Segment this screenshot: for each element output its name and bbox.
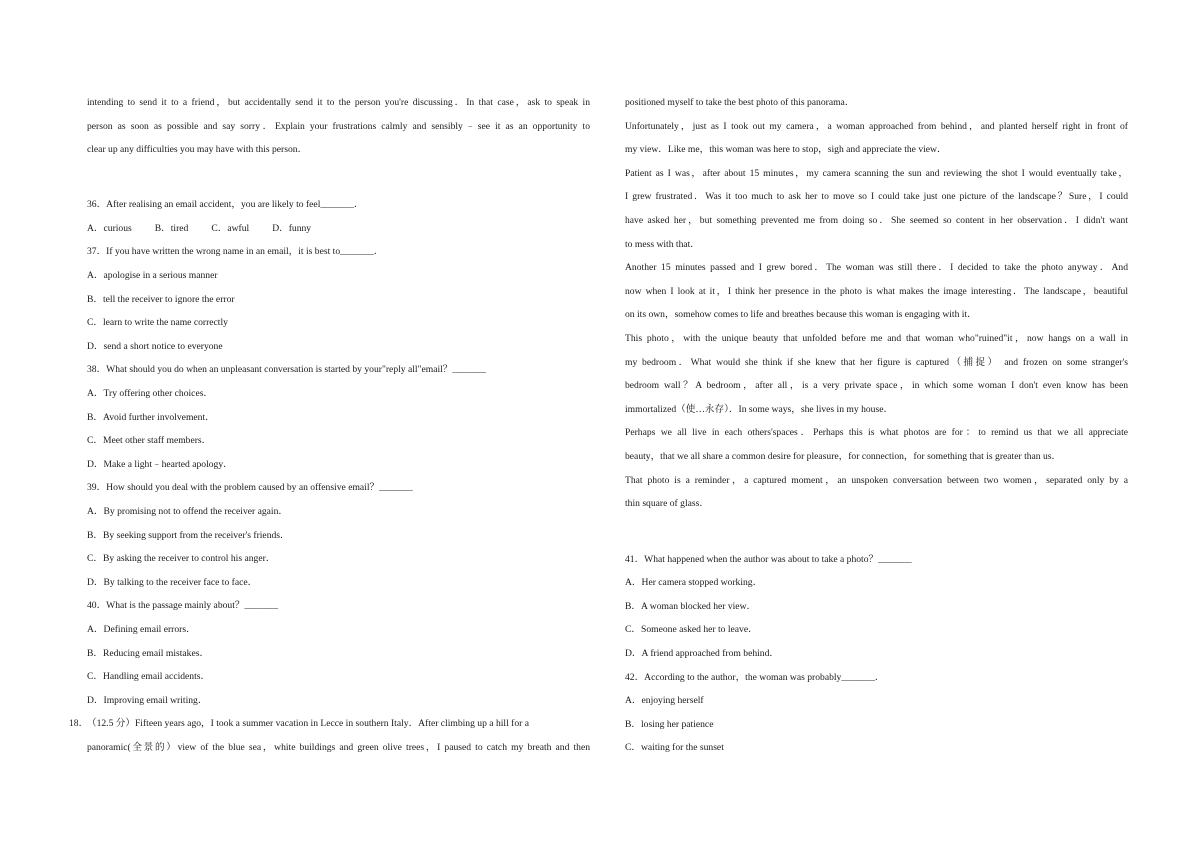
question-18-text: （12.5 分）Fifteen years ago，I took a summer vacation in Lecce in southern Italy．After climbing up a hill for a xyxy=(87,718,529,730)
option: D．Improving email writing． xyxy=(87,694,208,706)
option: D．Make a light﹣hearted apology． xyxy=(87,458,233,470)
option: A．curious xyxy=(87,222,132,234)
option: A．enjoying herself xyxy=(625,695,704,707)
option: A．By promising not to offend the receiver again． xyxy=(87,506,288,517)
option: C．learn to write the name correctly xyxy=(87,317,228,329)
question-41: 41．What happened when the author was about to take a photo？_______ xyxy=(625,553,912,565)
passage-line: Patient as I was，after about 15 minutes，my camera scanning the sun and reviewing the shot I would eventually take， xyxy=(625,167,1128,179)
option: A．Try offering other choices． xyxy=(87,388,214,400)
passage-line: Unfortunately，just as I took out my camera，a woman approached from behind，and planted herself right in front of xyxy=(625,120,1128,132)
option: D．send a short notice to everyone xyxy=(87,340,223,352)
passage-line: panoramic(全景的）view of the blue sea，white buildings and green olive trees，I paused to catch my breath and then xyxy=(87,741,590,753)
question-42: 42．According to the author，the woman was probably_______． xyxy=(625,671,885,683)
option: C．By asking the receiver to control his anger． xyxy=(87,553,276,565)
passage-line: immortalized（使…永存）．In some ways，she lives in my house． xyxy=(625,403,894,415)
passage-line: now when I look at it，I think her presence in the photo is what makes the image interesting．The landscape，beautiful xyxy=(625,285,1128,297)
question-38: 38．What should you do when an unpleasant conversation is started by your"reply all"email？_______ xyxy=(87,364,486,376)
option: B．By seeking support from the receiver's friends． xyxy=(87,529,290,541)
passage-line: thin square of glass． xyxy=(625,498,709,510)
passage-line: clear up any difficulties you may have with this person． xyxy=(87,144,308,156)
option: A．apologise in a serious manner xyxy=(87,270,218,282)
option: D．By talking to the receiver face to face． xyxy=(87,576,258,588)
option: B．tired xyxy=(154,222,189,234)
option: D．A friend approached from behind． xyxy=(625,648,779,660)
passage-line: my bedroom．What would she think if she knew that her figure is captured（捕捉） and frozen on some stranger's xyxy=(625,356,1128,368)
question-36: 36．After realising an email accident，you are likely to feel_______． xyxy=(87,199,364,211)
option: C．Someone asked her to leave． xyxy=(625,624,758,636)
question-39: 39．How should you deal with the problem caused by an offensive email？_______ xyxy=(87,482,413,494)
question-36-options xyxy=(87,217,590,241)
right-column xyxy=(625,91,1128,760)
option: C．Meet other staff members． xyxy=(87,435,212,447)
option: A．Defining email errors． xyxy=(87,623,196,635)
passage-line: beauty，that we all share a common desire for pleasure，for connection，for something that is greater than us． xyxy=(625,450,1062,462)
question-number: 18． xyxy=(69,718,89,730)
passage-line: I grew frustrated．Was it too much to ask her to move so I could take just one picture of the landscape？Sure，I could xyxy=(625,191,1128,203)
passage-line: This photo，with the unique beauty that unfolded before me and that woman who"ruined"it，now hangs on a wall in xyxy=(625,332,1128,344)
spacer xyxy=(87,162,590,194)
passage-line: Another 15 minutes passed and I grew bored．The woman was still there．I decided to take the photo anyway．And xyxy=(625,262,1128,274)
passage-line: on its own，somehow comes to life and breathes because this woman is engaging with it． xyxy=(625,309,977,321)
left-column xyxy=(69,91,590,760)
spacer xyxy=(625,516,1128,548)
passage-line: person as soon as possible and say sorry．Explain your frustrations calmly and sensibly﹣see it as an opportunity to xyxy=(87,120,590,132)
option: A．Her camera stopped working． xyxy=(625,577,763,589)
question-37: 37．If you have written the wrong name in an email，it is best to_______． xyxy=(87,246,384,258)
passage-line: Perhaps we all live in each others'spaces．Perhaps this is what photos are for：to remind us that we all appreciate xyxy=(625,427,1128,439)
passage-line: have asked her，but something prevented me from doing so．She seemed so content in her observation．I didn't want xyxy=(625,214,1128,226)
passage-line: bedroom wall？A bedroom，after all，is a very private space，in which some woman I don't even know has been xyxy=(625,380,1128,392)
option: D．funny xyxy=(272,222,312,234)
passage-line: my view．Like me，this woman was here to stop，sigh and appreciate the view． xyxy=(625,144,947,156)
option: B．A woman blocked her view． xyxy=(625,600,757,612)
option: C．awful xyxy=(211,222,250,234)
option: B．Reducing email mistakes． xyxy=(87,647,210,659)
question-40: 40．What is the passage mainly about？_______ xyxy=(87,600,279,612)
option: C．waiting for the sunset xyxy=(625,742,724,754)
option: C．Handling email accidents． xyxy=(87,671,211,683)
passage-line: That photo is a reminder，a captured moment，an unspoken conversation between two women，separated only by a xyxy=(625,474,1128,486)
option: B．Avoid further involvement． xyxy=(87,411,215,423)
question-18-line xyxy=(69,712,590,736)
passage-line: positioned myself to take the best photo of this panorama． xyxy=(625,97,855,108)
option: B．losing her patience xyxy=(625,718,714,730)
option: B．tell the receiver to ignore the error xyxy=(87,293,235,305)
passage-line: to mess with that． xyxy=(625,238,700,250)
passage-line: intending to send it to a friend，but accidentally send it to the person you're discussing．In that case，ask to speak in xyxy=(87,97,590,108)
